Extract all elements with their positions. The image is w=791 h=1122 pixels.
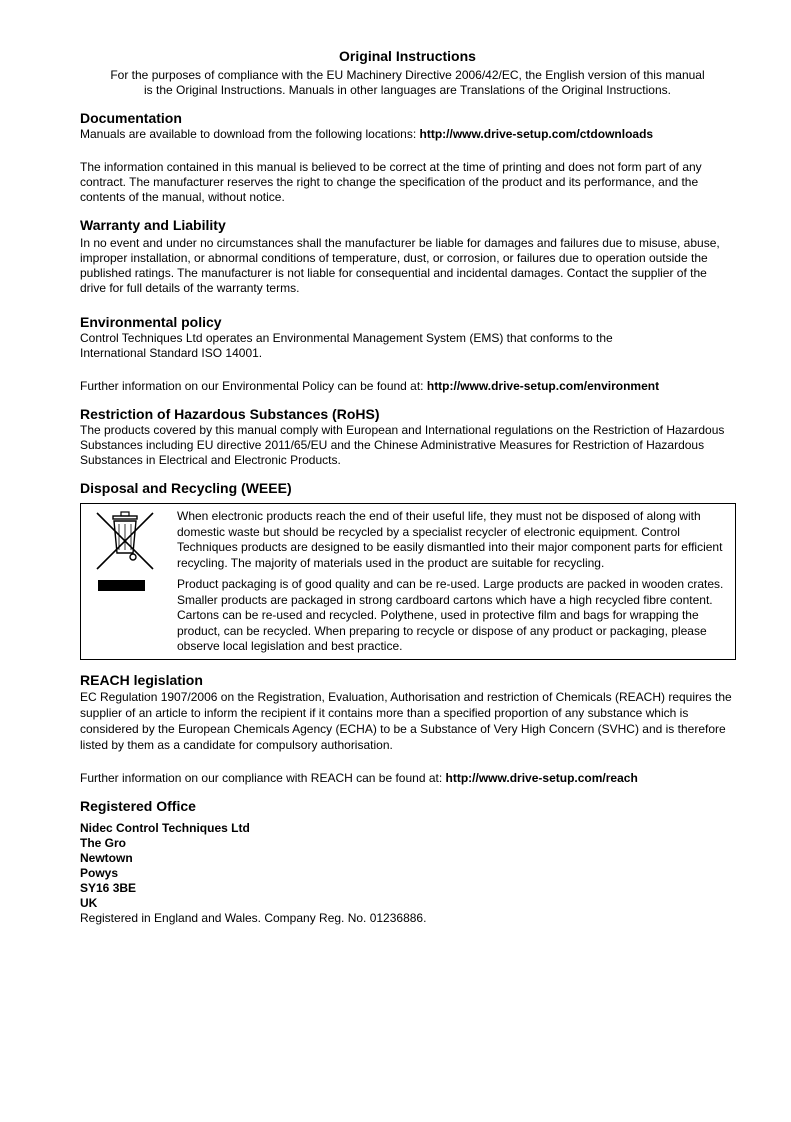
warranty-heading: Warranty and Liability bbox=[80, 217, 226, 233]
environment-link[interactable]: http://www.drive-setup.com/environment bbox=[426, 379, 660, 393]
download-link[interactable]: http://www.drive-setup.com/ctdownloads bbox=[419, 127, 654, 141]
registered-office-heading: Registered Office bbox=[80, 798, 196, 815]
crossed-out-wheelie-bin-icon bbox=[81, 509, 177, 599]
weee-paragraph-1: When electronic products reach the end of their useful life, they must not be disposed of along with domestic waste but should be recycled by a specialist recycler of electronic equipment. Control Techniques products are designed to be easily dismantled into their major component parts for efficient recycling. The majority of materials used in the product are suitable for recycling. bbox=[177, 509, 723, 570]
documentation-download-text bbox=[80, 127, 735, 142]
reach-more bbox=[80, 771, 735, 786]
environmental-more-label: Further information on our Environmental Policy can be found at: bbox=[80, 379, 427, 393]
weee-paragraph-2: Product packaging is of good quality and can be re-used. Large products are packed in wooden crates. Smaller products are packaged in strong cardboard cartons which have a high recycled fibre content. Cartons can be re-used and recycled. Polythene, used in protective film and bags for wrapping the product, can be recycled. When preparing to recycle or dispose of any product or packaging, please observe local legislation and best practice. bbox=[177, 577, 724, 653]
reach-link[interactable]: http://www.drive-setup.com/reach bbox=[445, 771, 638, 786]
office-company: Nidec Control Techniques Ltd bbox=[80, 821, 250, 836]
reach-heading: REACH legislation bbox=[80, 671, 203, 688]
manual-legal-page bbox=[80, 48, 735, 926]
environmental-heading: Environmental policy bbox=[80, 314, 222, 330]
documentation-disclaimer: The information contained in this manual is believed to be correct at the time of printing and does not form part of any contract. The manufacturer reserves the right to change the specification of the product and its performance, and the contents of the manual, without notice. bbox=[80, 160, 702, 204]
reach-text: EC Regulation 1907/2006 on the Registration, Evaluation, Authorisation and restriction of Chemicals (REACH) requires the supplier of an article to inform the recipient if it contains more than a specified proportion of any substance which is considered by the European Chemicals Agency (ECHA) to be a Substance of Very High Concern (SVHC) and is therefore listed by them as a candidate for compulsory authorisation. bbox=[80, 689, 732, 753]
original-instructions-title: Original Instructions bbox=[339, 48, 476, 64]
environmental-text: Control Techniques Ltd operates an Environmental Management System (EMS) that conforms to the International Standard ISO 14001. bbox=[80, 331, 613, 360]
office-address bbox=[80, 821, 735, 926]
documentation-heading: Documentation bbox=[80, 110, 182, 126]
office-country: UK bbox=[80, 896, 98, 911]
rohs-text: The products covered by this manual comply with European and International regulations on the Restriction of Hazardous Substances including EU directive 2011/65/EU and the Chinese Administrative Measures for Restriction of Hazardous Substances in Electrical and Electronic Products. bbox=[80, 423, 725, 467]
office-county: Powys bbox=[80, 866, 119, 881]
original-instructions-line2: is the Original Instructions. Manuals in other languages are Translations of the Original Instructions. bbox=[144, 83, 671, 97]
office-registration: Registered in England and Wales. Company Reg. No. 01236886. bbox=[80, 911, 427, 926]
office-postcode: SY16 3BE bbox=[80, 881, 137, 896]
environmental-more bbox=[80, 379, 735, 394]
warranty-text: In no event and under no circumstances shall the manufacturer be liable for damages and failures due to misuse, abuse, improper installation, or abnormal conditions of temperature, dust, or corrosion, or failures due to operation outside the published ratings. The manufacturer is not liable for consequential and incidental damages. Contact the supplier of the drive for full details of the warranty terms. bbox=[80, 236, 720, 295]
office-street: The Gro bbox=[80, 836, 127, 851]
original-instructions-line1: For the purposes of compliance with the EU Machinery Directive 2006/42/EC, the English version of this manual bbox=[110, 68, 705, 82]
download-label: Manuals are available to download from the following locations: bbox=[80, 127, 420, 141]
weee-text bbox=[177, 509, 727, 655]
reach-more-label: Further information on our compliance with REACH can be found at: bbox=[80, 771, 446, 786]
office-town: Newtown bbox=[80, 851, 133, 866]
rohs-heading: Restriction of Hazardous Substances (RoHS) bbox=[80, 406, 380, 422]
weee-box bbox=[80, 503, 736, 660]
weee-heading: Disposal and Recycling (WEEE) bbox=[80, 480, 292, 496]
